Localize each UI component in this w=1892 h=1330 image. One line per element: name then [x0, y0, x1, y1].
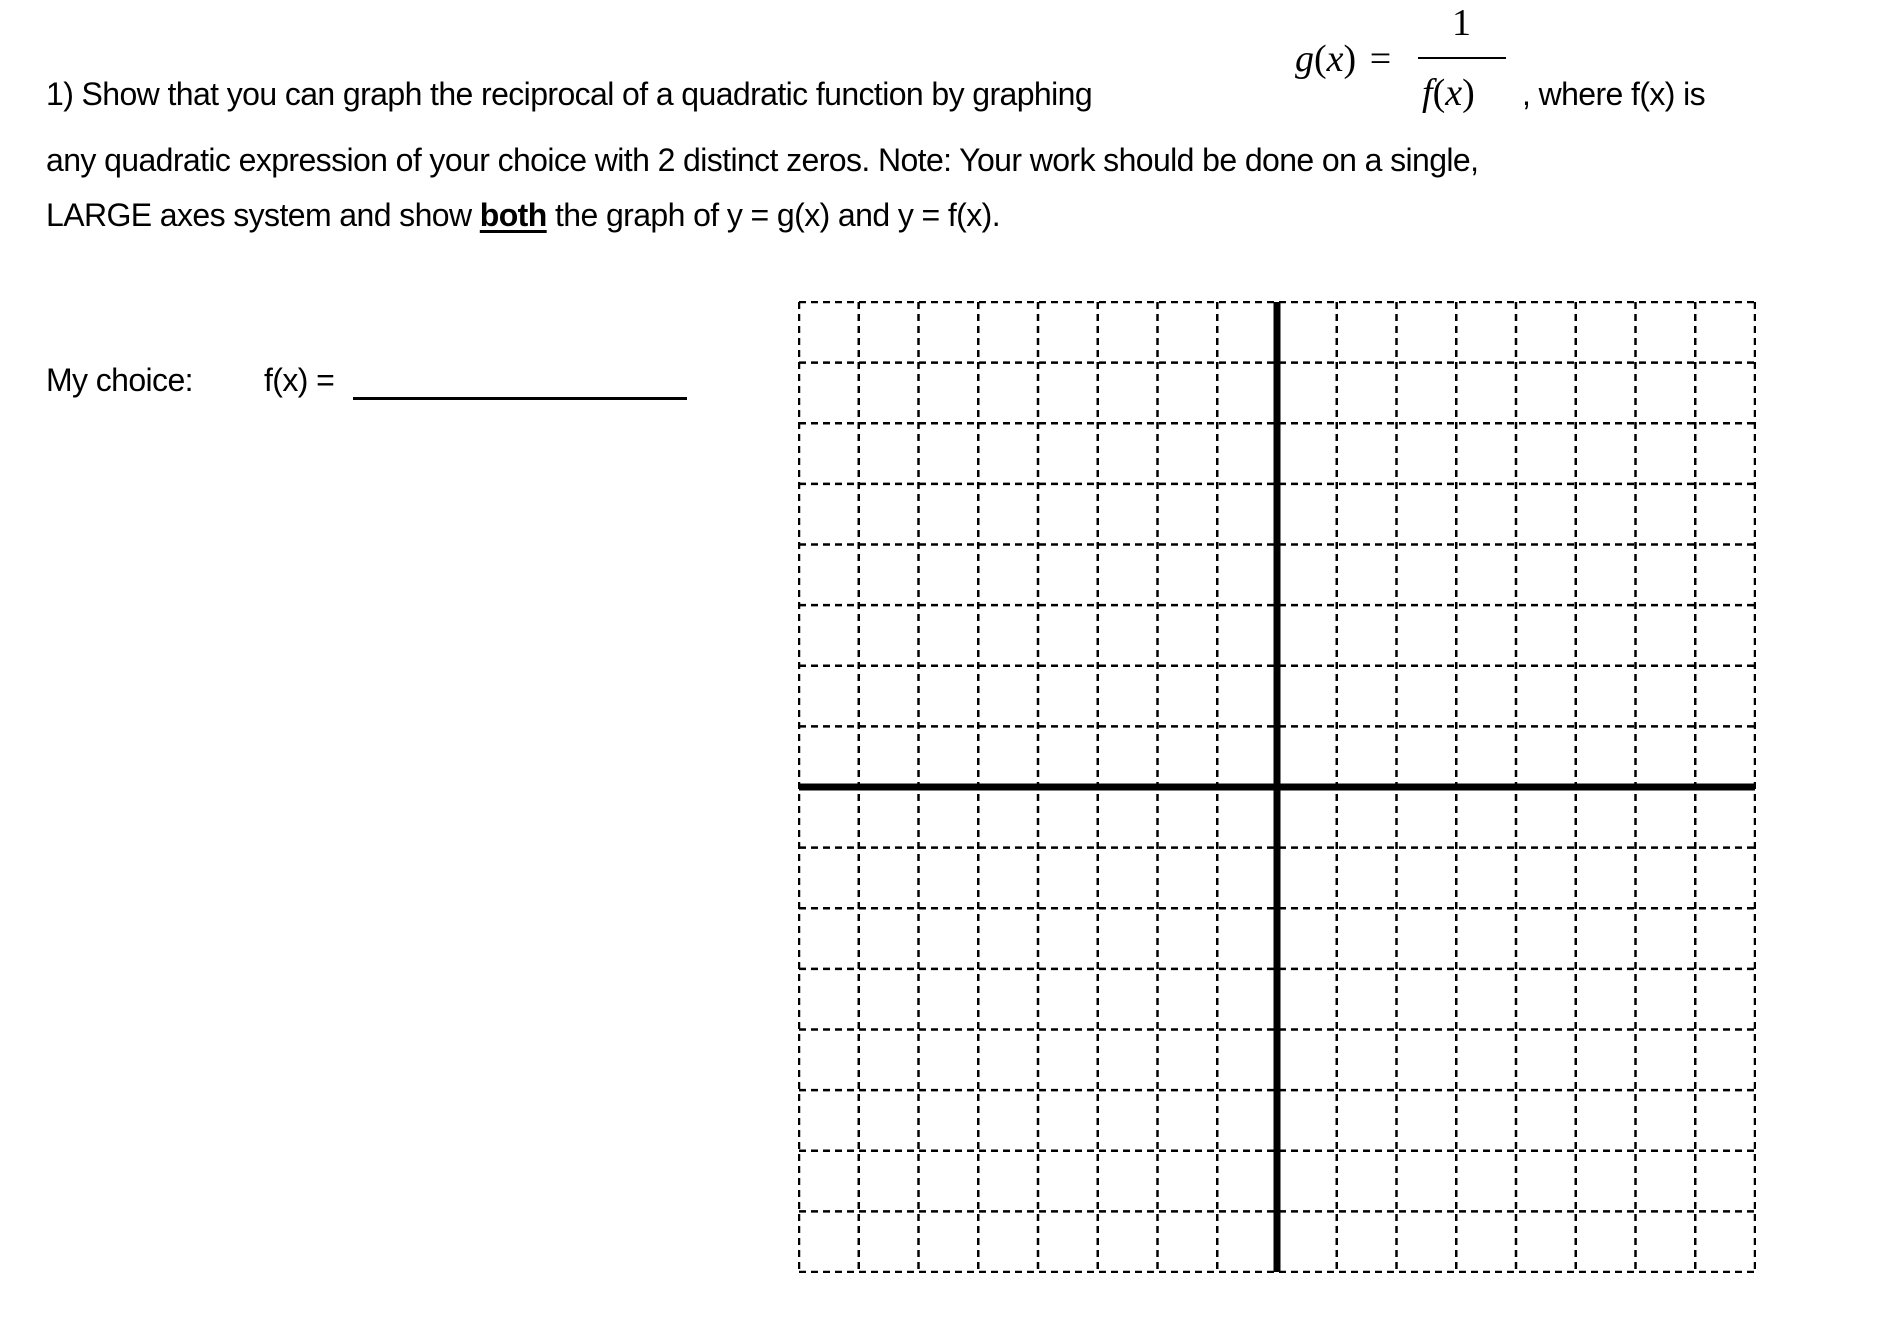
coordinate-grid[interactable] — [798, 301, 1756, 1273]
formula-f-close: ) — [1462, 72, 1475, 114]
fraction-bar — [1418, 57, 1506, 59]
question-line-1 — [46, 74, 1092, 114]
question-intro: 1) Show that you can graph the reciprocal of a quadratic function by graphing — [46, 76, 1093, 112]
formula-g-arg: ( — [1314, 38, 1327, 80]
formula-numerator: 1 — [1452, 2, 1471, 44]
formula-lhs — [1295, 38, 1391, 80]
formula-f: f — [1422, 72, 1433, 114]
question-line-3-start: LARGE axes system and show — [46, 197, 480, 233]
question-where-clause: , where f(x) is — [1522, 76, 1706, 112]
emphasis-both: both — [479, 197, 547, 233]
formula-g-close: ) — [1343, 38, 1357, 80]
my-choice-label: My choice: — [46, 362, 193, 398]
fx-answer-blank[interactable] — [353, 397, 687, 400]
formula-equals-sign: = — [1369, 38, 1392, 80]
formula-denominator — [1422, 72, 1475, 114]
formula-g: g — [1295, 38, 1314, 80]
formula-equals — [1360, 38, 1370, 80]
question-line-3-end: the graph of y = g(x) and y = f(x). — [546, 197, 1000, 233]
grid-svg — [798, 301, 1756, 1273]
question-line-3 — [46, 195, 1000, 235]
fx-equals-label: f(x) = — [264, 362, 335, 398]
formula-g-var: x — [1326, 38, 1344, 80]
formula-f-open: ( — [1432, 72, 1446, 114]
formula-f-var: x — [1445, 72, 1463, 114]
question-line-2: any quadratic expression of your choice with 2 distinct zeros. Note: Your work should be done on a single, — [46, 142, 1479, 178]
